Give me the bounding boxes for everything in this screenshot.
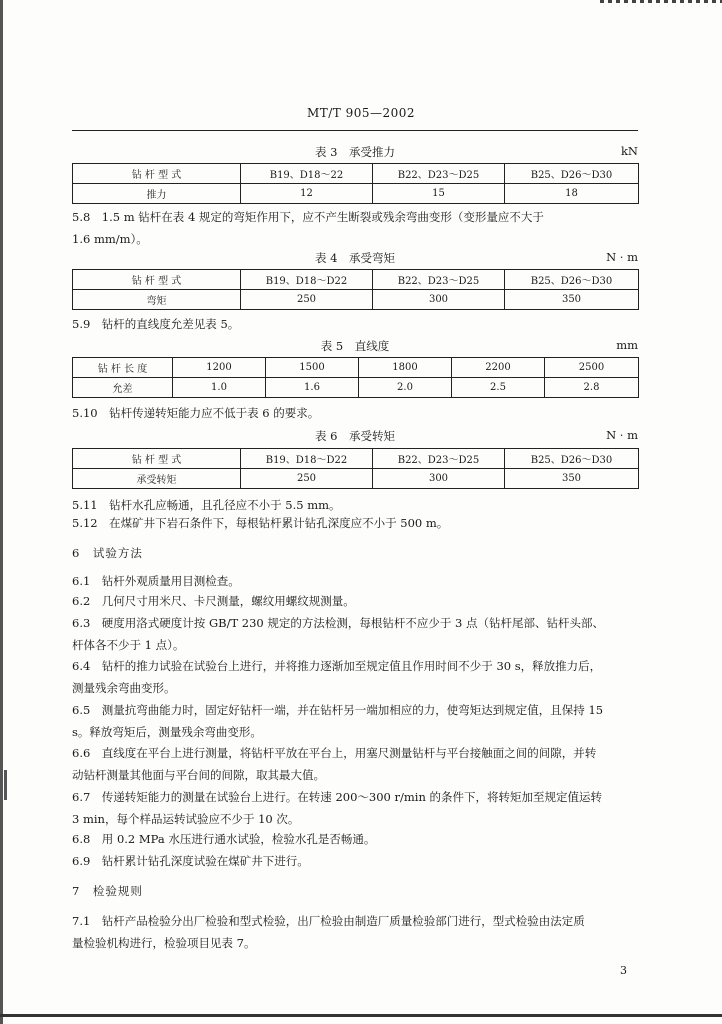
table-cell: B22、D23～D25 [373, 449, 505, 469]
table-cell: 允差 [73, 378, 173, 398]
clause-6-5-line1: 6.5 测量抗弯曲能力时，固定好钻杆一端，并在钻杆另一端加相应的力，使弯矩达到规定值，且保持 15 [72, 703, 604, 717]
header-rule [72, 130, 638, 131]
table-row [73, 270, 639, 290]
scan-edge-left [0, 0, 3, 1024]
table-cell: B25、D26～D30 [505, 449, 639, 469]
table3-caption [72, 144, 638, 162]
clause-6-9: 6.9 钻杆累计钻孔深度试验在煤矿井下进行。 [72, 854, 309, 868]
clause-6-1: 6.1 钻杆外观质量用目测检查。 [72, 574, 240, 588]
table6-unit: N · m [606, 428, 638, 442]
table-cell: 18 [505, 184, 639, 204]
clause-6-6-line1: 6.6 直线度在平台上进行测量，将钻杆平放在平台上，用塞尺测量钻杆与平台接触面之间的间隙，并转 [72, 746, 597, 760]
table-row [73, 164, 639, 184]
page-number: 3 [620, 964, 627, 977]
table-cell: 300 [373, 290, 505, 310]
table-cell: 推力 [73, 184, 241, 204]
table-row [73, 290, 639, 310]
table5-title: 表 5 直线度 [320, 339, 390, 353]
table-cell: B19、D18～22 [241, 164, 373, 184]
table-cell: 2.0 [359, 378, 452, 398]
clause-5-12: 5.12 在煤矿井下岩石条件下，每根钻杆累计钻孔深度应不小于 500 m。 [72, 516, 449, 530]
table-row [73, 358, 639, 378]
table-cell: 1.6 [266, 378, 359, 398]
clause-7-1-line1: 7.1 钻杆产品检验分出厂检验和型式检验，出厂检验由制造厂质量检验部门进行，型式检验由法定质 [72, 914, 585, 928]
page-header-standard: MT/T 905—2002 [306, 106, 416, 120]
clause-5-8-line2: 1.6 mm/m）。 [72, 232, 148, 246]
table-cell: 1.0 [173, 378, 266, 398]
clause-6-6 [72, 742, 638, 786]
table-cell: B25、D26～D30 [505, 164, 639, 184]
clause-6-4-line2: 测量残余弯曲变形。 [72, 681, 176, 695]
section-7-heading: 7 检验规则 [72, 884, 143, 898]
table-cell: B19、D18～D22 [241, 449, 373, 469]
table5-caption [72, 338, 638, 356]
table-cell: 钻 杆 长 度 [73, 358, 173, 378]
scan-edge-bottom [0, 1014, 722, 1017]
table3-unit: kN [620, 144, 638, 158]
table-cell: 350 [505, 290, 639, 310]
clause-5-8 [72, 206, 638, 250]
table-cell: 2.5 [452, 378, 545, 398]
table-cell: 1200 [173, 358, 266, 378]
table6-caption [72, 428, 638, 446]
clause-6-6-line2: 动钻杆测量其他面与平台间的间隙，取其最大值。 [72, 768, 325, 782]
table-cell: 承受转矩 [73, 469, 241, 489]
table-row [73, 449, 639, 469]
table-cell: 1800 [359, 358, 452, 378]
table-cell: 250 [241, 290, 373, 310]
clause-5-10: 5.10 钻杆传递转矩能力应不低于表 6 的要求。 [72, 406, 320, 420]
clause-6-5 [72, 699, 638, 743]
clause-6-4 [72, 655, 638, 699]
table-cell: 钻 杆 型 式 [73, 164, 241, 184]
scan-mark-left [4, 770, 7, 800]
table-cell: 1500 [266, 358, 359, 378]
scan-edge-top-right [600, 0, 722, 3]
table-cell: B22、D23～D25 [373, 270, 505, 290]
table4-title: 表 4 承受弯矩 [315, 251, 395, 265]
clause-6-2: 6.2 几何尺寸用米尺、卡尺测量，螺纹用螺纹规测量。 [72, 594, 355, 608]
clause-6-3-line2: 杆体各不少于 1 点）。 [72, 638, 185, 652]
clause-6-7 [72, 786, 638, 830]
clause-6-5-line2: s。释放弯矩后，测量残余弯曲变形。 [72, 725, 262, 739]
table-cell: 12 [241, 184, 373, 204]
clause-5-11: 5.11 钻杆水孔应畅通，且孔径应不小于 5.5 mm。 [72, 498, 341, 512]
table3 [72, 163, 639, 204]
clause-6-7-line2: 3 min，每个样品运转试验应不少于 10 次。 [72, 812, 300, 826]
table3-title: 表 3 承受推力 [315, 145, 395, 159]
table5 [72, 357, 639, 398]
table-cell: 2200 [452, 358, 545, 378]
table-row [73, 378, 639, 398]
table-cell: 350 [505, 469, 639, 489]
clause-6-3-line1: 6.3 硬度用洛式硬度计按 GB/T 230 规定的方法检测，每根钻杆不应少于 3 点（钻杆尾部、钻杆头部、 [72, 616, 605, 630]
clause-7-1 [72, 910, 638, 954]
table-cell: B25、D26～D30 [505, 270, 639, 290]
table6-title: 表 6 承受转矩 [315, 429, 395, 443]
table-cell: 弯矩 [73, 290, 241, 310]
table-cell: 2500 [545, 358, 639, 378]
table4-caption [72, 250, 638, 268]
section-6-heading: 6 试验方法 [72, 546, 143, 560]
clause-5-9: 5.9 钻杆的直线度允差见表 5。 [72, 317, 240, 331]
table-row [73, 469, 639, 489]
table-cell: 15 [373, 184, 505, 204]
table-row [73, 184, 639, 204]
table-cell: 2.8 [545, 378, 639, 398]
table4-unit: N · m [606, 250, 638, 264]
clause-6-4-line1: 6.4 钻杆的推力试验在试验台上进行，并将推力逐渐加至规定值且作用时间不少于 30 s，释放推力后， [72, 659, 602, 673]
clause-7-1-line2: 量检验机构进行，检验项目见表 7。 [72, 936, 256, 950]
table6 [72, 448, 639, 489]
table-cell: 钻 杆 型 式 [73, 270, 241, 290]
clause-6-8: 6.8 用 0.2 MPa 水压进行通水试验，检验水孔是否畅通。 [72, 832, 376, 846]
table-cell: 300 [373, 469, 505, 489]
table-cell: 钻 杆 型 式 [73, 449, 241, 469]
clause-5-8-line1: 5.8 1.5 m 钻杆在表 4 规定的弯矩作用下，应不产生断裂或残余弯曲变形（变形量应不大于 [72, 210, 544, 224]
table4 [72, 269, 639, 310]
table5-unit: mm [616, 338, 638, 352]
table-cell: 250 [241, 469, 373, 489]
clause-6-7-line1: 6.7 传递转矩能力的测量在试验台上进行。在转速 200～300 r/min 的条件下，将转矩加至规定值运转 [72, 790, 603, 804]
table-cell: B22、D23～D25 [373, 164, 505, 184]
clause-6-3 [72, 612, 638, 656]
table-cell: B19、D18～D22 [241, 270, 373, 290]
